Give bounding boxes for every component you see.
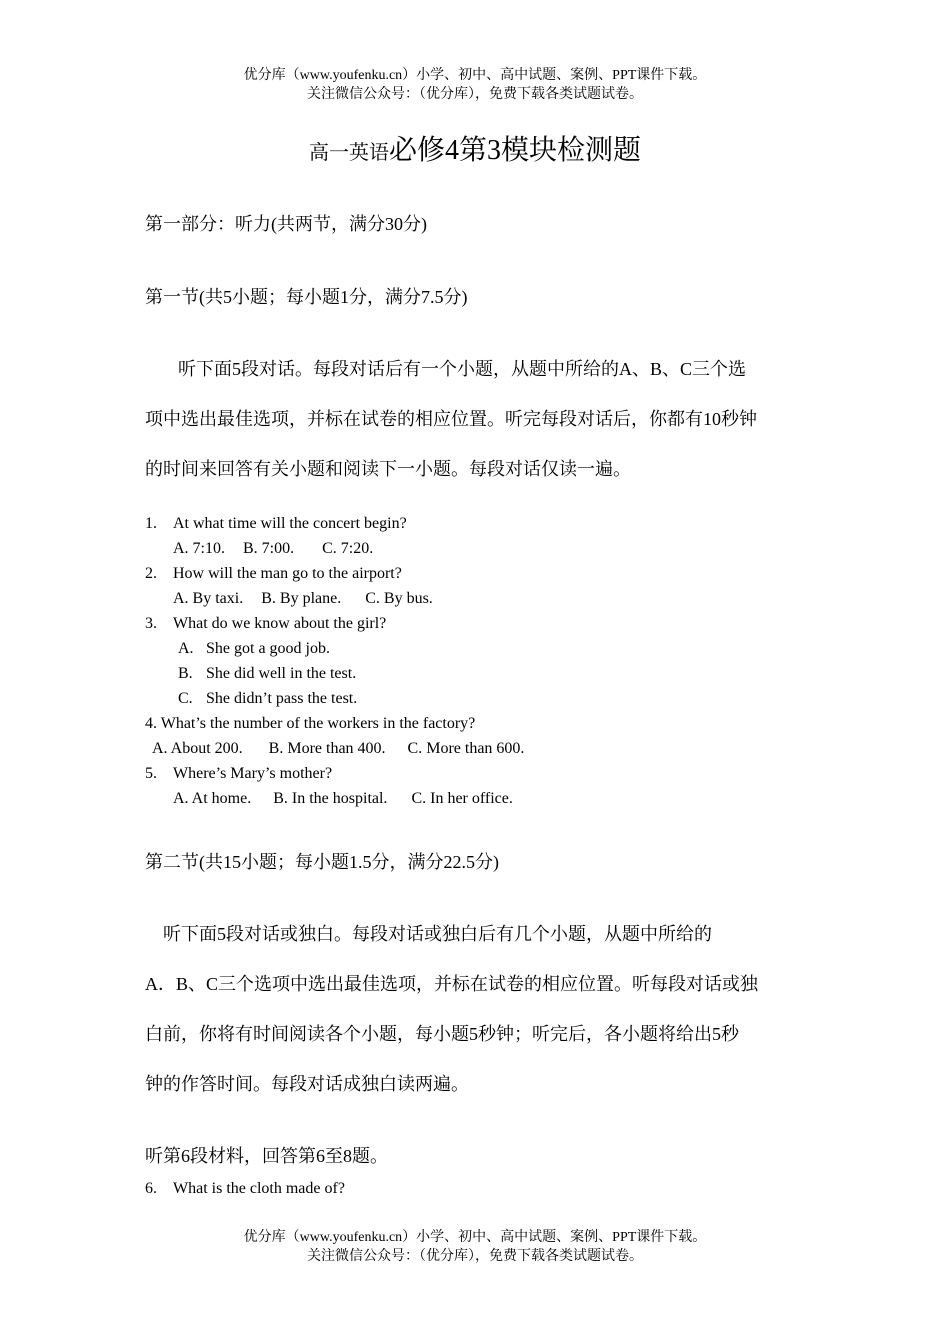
option-c: C. More than 600. — [407, 740, 525, 757]
option-text: She did well in the test. — [206, 665, 357, 682]
question-text: What is the cloth made of? — [173, 1180, 345, 1197]
question-4-options — [152, 740, 542, 758]
question-3-option-c — [178, 690, 357, 708]
option-text: She got a good job. — [206, 640, 330, 657]
question-5-options — [173, 790, 531, 808]
section2-instruction-line: 听下面5段对话或独白。每段对话或独白后有几个小题，从题中所给的 — [163, 924, 712, 944]
part1-heading: 第一部分：听力(共两节，满分30分) — [145, 214, 427, 234]
footer-line-2: 关注微信公众号：（优分库），免费下载各类试题试卷。 — [307, 1249, 643, 1264]
option-c: C. By bus. — [365, 590, 433, 607]
title-subject: 高一英语 — [308, 142, 389, 164]
question-6 — [145, 1180, 345, 1198]
question-number: 2. — [145, 565, 157, 582]
option-text: She didn’t pass the test. — [206, 690, 358, 707]
option-letter: C. — [178, 690, 193, 707]
question-text: Where’s Mary’s mother? — [173, 765, 333, 782]
question-text: At what time will the concert begin? — [173, 515, 407, 532]
question-3-option-b — [178, 665, 356, 683]
option-b: B. More than 400. — [268, 740, 386, 757]
question-4: 4. What’s the number of the workers in the factory? — [145, 715, 476, 732]
question-2-options — [173, 590, 451, 608]
question-number: 1. — [145, 515, 157, 532]
question-2 — [145, 565, 402, 583]
question-3-option-a — [178, 640, 330, 658]
option-a: A. 7:10. — [173, 540, 225, 557]
question-5 — [145, 765, 332, 783]
section1-instruction-line: 项中选出最佳选项，并标在试卷的相应位置。听完每段对话后，你都有10秒钟 — [145, 409, 757, 429]
option-letter: B. — [178, 665, 193, 682]
header-line-1: 优分库（www.youfenku.cn）小学、初中、高中试题、案例、PPT课件下载。 — [243, 68, 707, 83]
footer-line-1: 优分库（www.youfenku.cn）小学、初中、高中试题、案例、PPT课件下载。 — [243, 1230, 707, 1245]
option-c: C. In her office. — [411, 790, 513, 807]
option-a: A. At home. — [173, 790, 252, 807]
question-1 — [145, 515, 407, 533]
question-number: 5. — [145, 765, 157, 782]
material-6-heading: 听第6段材料，回答第6至8题。 — [145, 1146, 388, 1166]
title-module: 必修4第3模块检测题 — [388, 135, 641, 166]
option-b: B. By plane. — [261, 590, 342, 607]
header-line-2: 关注微信公众号：（优分库），免费下载各类试题试卷。 — [307, 87, 643, 102]
option-b: B. In the hospital. — [273, 790, 388, 807]
question-number: 6. — [145, 1180, 157, 1197]
section2-instruction-line: 白前，你将有时间阅读各个小题，每小题5秒钟；听完后，各小题将给出5秒 — [145, 1024, 739, 1044]
option-letter: A. — [178, 640, 194, 657]
question-text: How will the man go to the airport? — [173, 565, 402, 582]
section2-instruction-line: 钟的作答时间。每段对话成独白读两遍。 — [145, 1074, 469, 1094]
section2-heading: 第二节(共15小题；每小题1.5分，满分22.5分) — [145, 852, 499, 872]
option-c: C. 7:20. — [322, 540, 374, 557]
question-number: 3. — [145, 615, 157, 632]
question-text: What do we know about the girl? — [173, 615, 387, 632]
option-b: B. 7:00. — [243, 540, 295, 557]
page-title — [0, 128, 950, 168]
option-a: A. By taxi. — [173, 590, 244, 607]
section1-heading: 第一节(共5小题；每小题1分，满分7.5分) — [145, 287, 468, 307]
question-3 — [145, 615, 386, 633]
section1-instruction-line: 的时间来回答有关小题和阅读下一小题。每段对话仅读一遍。 — [145, 459, 631, 479]
section2-instruction-line: A．B、C三个选项中选出最佳选项，并标在试卷的相应位置。听每段对话或独 — [145, 974, 759, 994]
section1-instruction-line: 听下面5段对话。每段对话后有一个小题，从题中所给的A、B、C三个选 — [178, 359, 747, 379]
question-1-options — [173, 540, 391, 558]
option-a: A. About 200. — [152, 740, 243, 757]
